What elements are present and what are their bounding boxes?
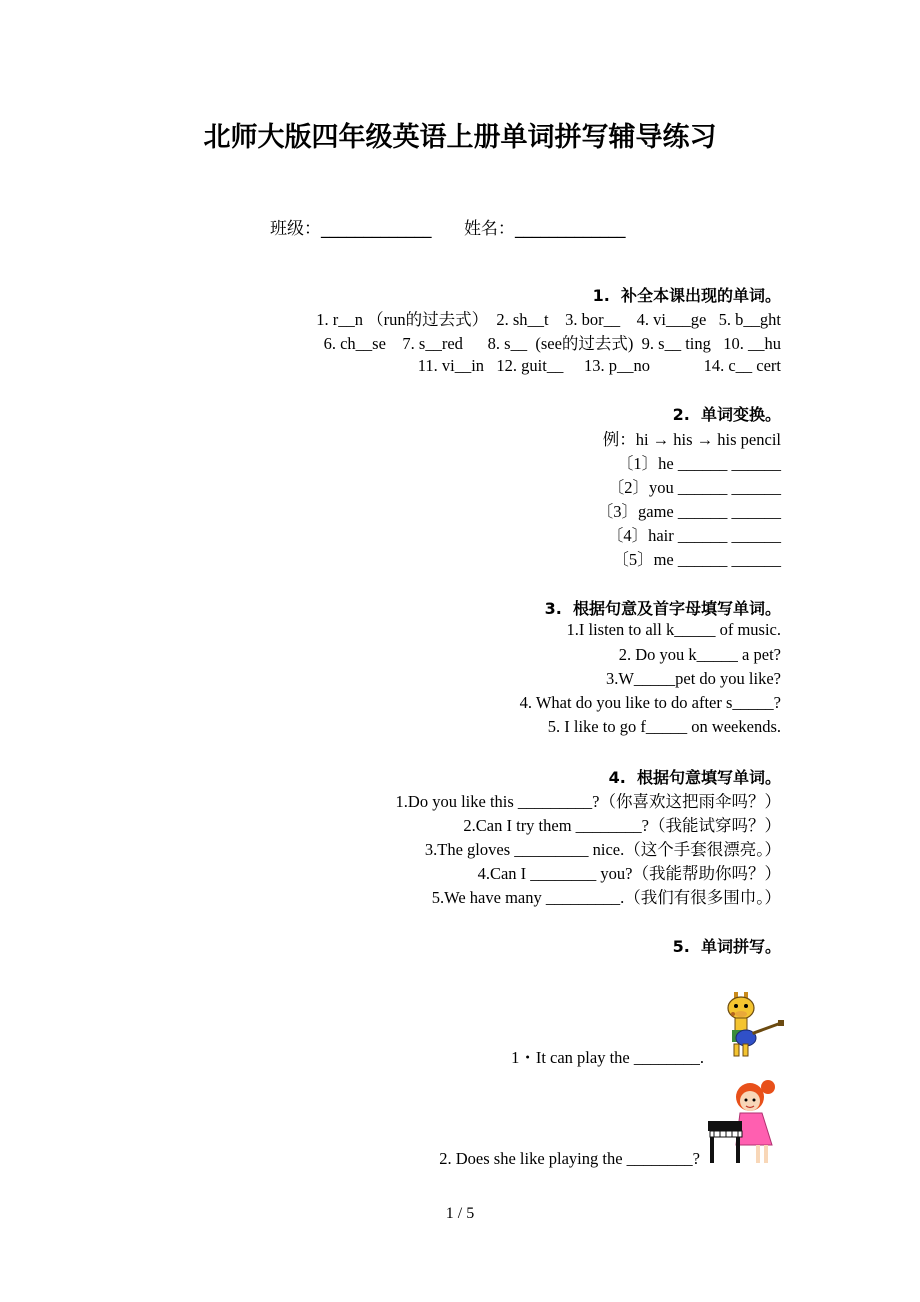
section-3-item: 3.W_____pet do you like? — [605, 669, 781, 688]
section-1-line: 6. ch__se 7. s__red 8. s__ (see的过去式) 9. s__ ting 10. __hu — [323, 334, 781, 353]
section-3-item: 4. What do you like to do after s_____? — [519, 693, 781, 712]
section-1-line: 11. vi__in 12. guit__ 13. p__no 14. c__ cert — [417, 356, 781, 375]
section-4-item: 4.Can I ________ you?（我能帮助你吗？） — [477, 864, 781, 883]
section-4-heading: 4. 根据句意填写单词。 — [608, 768, 781, 787]
page-title: 北师大版四年级英语上册单词拼写辅导练习 — [203, 122, 717, 153]
section-2-example: 例：hi → his → his pencil — [602, 430, 781, 449]
class-blank: _____________ — [321, 219, 432, 239]
section-4-item: 3.The gloves _________ nice.（这个手套很漂亮。） — [424, 840, 781, 859]
section-1-heading: 1. 补全本课出现的单词。 — [592, 286, 781, 305]
section-3-item: 5. I like to go f_____ on weekends. — [547, 717, 781, 736]
section-2-item: 〔2〕you ______ ______ — [607, 478, 781, 497]
section-3-item: 1.I listen to all k_____ of music. — [566, 620, 781, 639]
page-number: 1 / 5 — [445, 1205, 475, 1222]
class-label: 班级： — [270, 219, 321, 239]
section-5-item: 1・It can play the ________. — [511, 1048, 704, 1067]
section-2-item: 〔5〕me ______ ______ — [612, 550, 781, 569]
name-label: 姓名： — [463, 219, 515, 239]
section-5-heading: 5. 单词拼写。 — [672, 937, 781, 956]
section-4-item: 5.We have many _________.（我们有很多围巾。） — [431, 888, 781, 907]
section-5-item: 2. Does she like playing the ________? — [439, 1149, 700, 1168]
section-2-item: 〔1〕he ______ ______ — [616, 454, 781, 473]
section-3-heading: 3. 根据句意及首字母填写单词。 — [544, 599, 781, 618]
section-2-heading: 2. 单词变换。 — [672, 405, 781, 424]
student-info — [270, 214, 625, 239]
girl-piano-illustration — [706, 1075, 786, 1167]
giraffe-guitar-illustration — [708, 990, 786, 1060]
name-blank: _____________ — [514, 219, 626, 239]
section-1-line: 1. r__n （run的过去式） 2. sh__t 3. bor__ 4. vi___ge 5. b__ght — [316, 310, 781, 329]
section-2-item: 〔4〕hair ______ ______ — [606, 526, 781, 545]
section-2-item: 〔3〕game ______ ______ — [596, 502, 781, 521]
section-4-item: 1.Do you like this _________?（你喜欢这把雨伞吗？） — [395, 792, 781, 811]
section-4-item: 2.Can I try them ________?（我能试穿吗？） — [463, 816, 781, 835]
section-3-item: 2. Do you k_____ a pet? — [618, 645, 781, 664]
